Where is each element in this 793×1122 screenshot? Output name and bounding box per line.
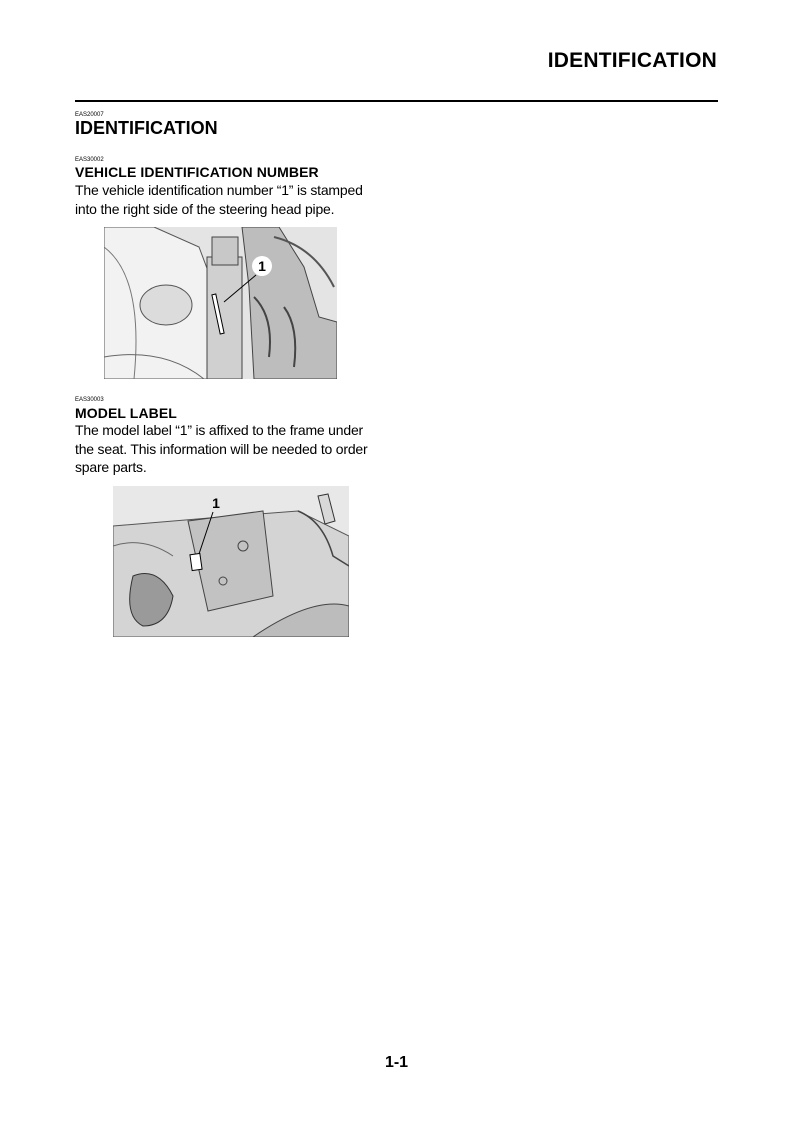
section-title: IDENTIFICATION <box>75 118 218 138</box>
page-number: 1-1 <box>384 1054 409 1071</box>
header-divider <box>75 100 718 102</box>
steering-head-figure <box>104 227 337 379</box>
vin-description: The vehicle identification number “1” is stamped into the right side of the steering head pipe. <box>75 182 363 217</box>
model-label-heading: MODEL LABEL <box>75 405 177 421</box>
model-label-description: The model label “1” is affixed to the frame under the seat. This information will be needed to order spare parts. <box>75 422 368 475</box>
vin-figure-callout: 1 <box>258 258 266 274</box>
section-code: EAS20007 <box>75 112 104 118</box>
model-label-code: EAS30003 <box>75 397 104 403</box>
model-label-figure-callout: 1 <box>212 495 220 511</box>
vin-code: EAS30002 <box>75 157 104 163</box>
under-seat-figure <box>113 486 349 637</box>
vin-heading: VEHICLE IDENTIFICATION NUMBER <box>75 164 319 180</box>
running-header-title: IDENTIFICATION <box>547 49 717 72</box>
